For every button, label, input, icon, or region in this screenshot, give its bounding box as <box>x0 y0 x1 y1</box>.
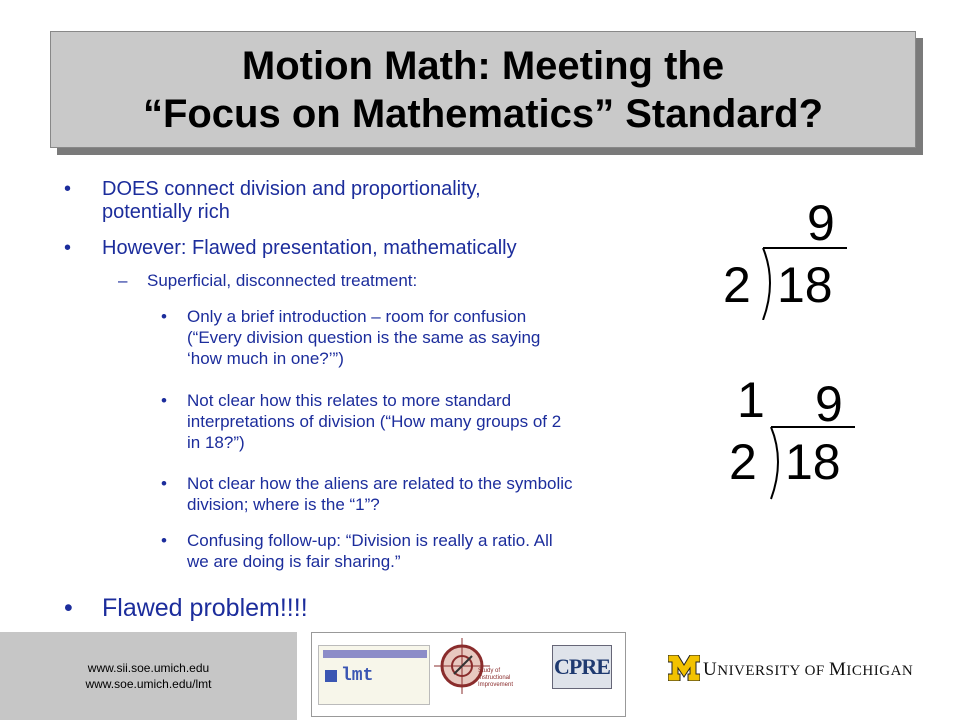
umich-block-m-icon <box>668 655 700 681</box>
bullet-dot: • <box>161 307 167 326</box>
sub-sub-bullet-3 <box>161 473 732 515</box>
sii-logo-caption: Study of Instructional Improvement <box>478 668 514 688</box>
lmt-link[interactable]: www.soe.umich.edu/lmt <box>85 677 212 691</box>
sub-sub-bullet-3-line-2: division; where is the “1”? <box>187 495 380 514</box>
bullet-3-text: Flawed problem!!!! <box>102 594 308 622</box>
bullet-1-line-1: DOES connect division and proportionality, <box>102 178 481 200</box>
dividend-number: 18 <box>785 434 841 490</box>
sub-sub-bullet-4 <box>161 530 732 572</box>
bullet-2-text: However: Flawed presentation, mathematically <box>102 237 517 259</box>
umich-wordmark <box>703 659 913 681</box>
long-division-diagram-2 <box>715 365 865 505</box>
sub-bullet-1 <box>118 270 418 291</box>
lmt-logo-grid-icon <box>325 670 337 682</box>
dividend-number: 18 <box>777 257 833 313</box>
umich-wordmark-part: NIVERSITY OF <box>717 663 830 679</box>
bullet-3 <box>64 594 308 622</box>
quotient-digit: 9 <box>807 195 835 251</box>
sub-bullet-dash: – <box>118 271 128 290</box>
bullet-2 <box>64 237 517 260</box>
footer-links-box <box>0 632 297 720</box>
sub-sub-bullet-4-line-2: we are doing is fair sharing.” <box>187 552 401 571</box>
division-bracket <box>771 427 778 499</box>
sub-sub-bullet-3-line-1: Not clear how the aliens are related to the symbolic <box>187 474 573 493</box>
bullet-dot: • <box>64 237 72 259</box>
bullet-1 <box>64 178 481 224</box>
sub-sub-bullet-1-line-2: (“Every division question is the same as saying <box>187 328 541 347</box>
sub-sub-bullet-2 <box>161 390 732 453</box>
sii-link[interactable]: www.sii.soe.umich.edu <box>87 661 210 675</box>
sub-sub-bullet-4-line-1: Confusing follow-up: “Division is really a ratio. All <box>187 531 553 550</box>
sub-sub-bullet-2-line-2: interpretations of division (“How many groups of 2 <box>187 412 562 431</box>
umich-wordmark-u: U <box>703 659 718 680</box>
lmt-logo-header-bar <box>323 650 427 658</box>
division-bracket <box>763 248 770 320</box>
lmt-logo-text: lmt <box>341 666 374 686</box>
sub-bullet-1-text: Superficial, disconnected treatment: <box>147 271 418 290</box>
title-line-2: “Focus on Mathematics” Standard? <box>142 91 824 136</box>
sub-sub-bullet-1-line-3: ‘how much in one?’”) <box>187 349 344 368</box>
divisor-digit: 2 <box>729 434 757 490</box>
title-line-1: Motion Math: Meeting the <box>241 43 725 88</box>
bullet-dot: • <box>161 531 167 550</box>
divisor-digit: 2 <box>723 257 751 313</box>
bullet-dot: • <box>64 594 73 622</box>
umich-wordmark-end: ICHIGAN <box>846 663 914 679</box>
partial-quotient-digit: 1 <box>737 372 765 428</box>
sub-sub-bullet-1-line-1: Only a brief introduction – room for confusion <box>187 307 527 326</box>
bullet-dot: • <box>161 391 167 410</box>
umich-wordmark-m: M <box>829 659 847 680</box>
cpre-logo: CPRE <box>552 645 612 689</box>
bullet-1-line-2: potentially rich <box>102 201 230 223</box>
bullet-dot: • <box>64 178 72 200</box>
long-division-diagram-1 <box>715 190 855 320</box>
sub-sub-bullet-2-line-3: in 18?”) <box>187 433 245 452</box>
quotient-digit: 9 <box>815 376 843 432</box>
lmt-logo <box>318 645 430 705</box>
sub-sub-bullet-1 <box>161 306 732 369</box>
sub-sub-bullet-2-line-1: Not clear how this relates to more standard <box>187 391 512 410</box>
bullet-dot: • <box>161 474 167 493</box>
